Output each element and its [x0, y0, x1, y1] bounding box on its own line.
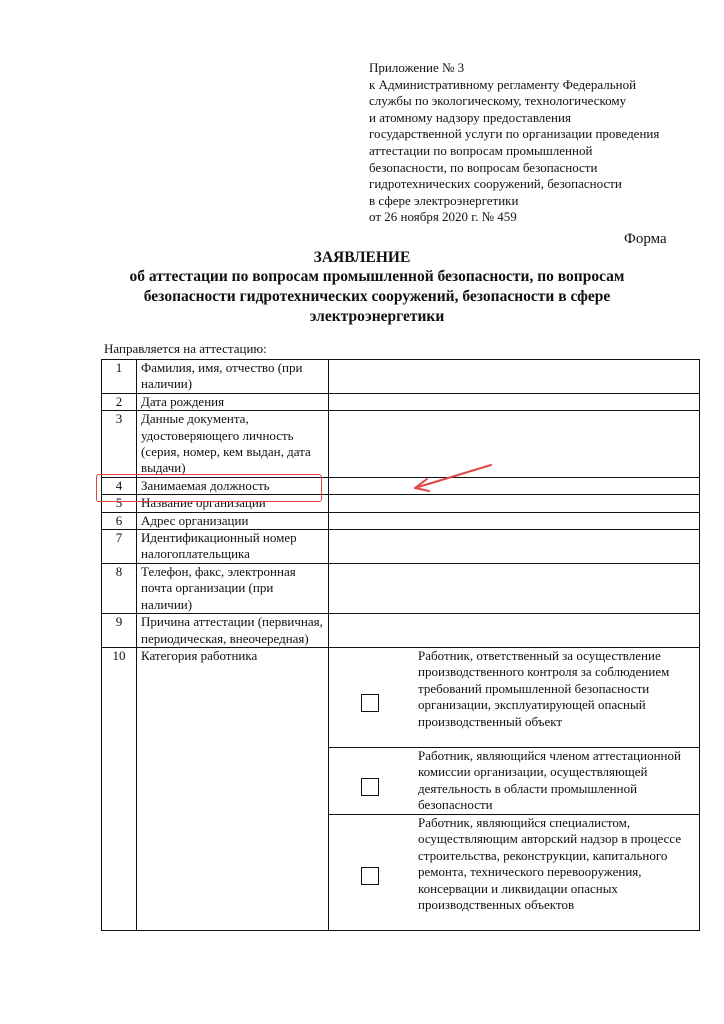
row-label: Дата рождения	[137, 393, 329, 410]
row-label: Идентификационный номер налогоплательщика	[137, 530, 329, 564]
identity-document-field[interactable]	[329, 411, 700, 478]
checkbox-icon[interactable]	[361, 778, 379, 796]
appendix-line: и атомному надзору предоставления	[369, 109, 571, 125]
row-label: Причина аттестации (первичная, периодическая, внеочередная)	[137, 614, 329, 648]
intro-text: Направляется на аттестацию:	[104, 341, 267, 356]
appendix-line: к Административному регламенту Федеральной	[369, 76, 637, 92]
contacts-field[interactable]	[329, 563, 700, 613]
row-number: 8	[102, 563, 137, 613]
row-number: 1	[102, 360, 137, 394]
row-number: 2	[102, 393, 137, 410]
form-row-organization-address	[102, 512, 700, 529]
row-label: Фамилия, имя, отчество (при наличии)	[137, 360, 329, 394]
appendix-line: от 26 ноября 2020 г. № 459	[369, 209, 517, 225]
row-label: Категория работника	[137, 647, 329, 930]
appendix-line: безопасности, по вопросам безопасности	[369, 159, 598, 175]
subtitle-line: об аттестации по вопросам промышленной безопасности, по вопросам	[129, 268, 625, 285]
form-row-full-name	[102, 360, 700, 394]
worker-category-options	[329, 647, 700, 930]
row-label: Адрес организации	[137, 512, 329, 529]
checkbox-icon[interactable]	[361, 867, 379, 885]
category-option	[329, 815, 699, 930]
arrow-pointer-icon	[405, 462, 495, 498]
full-name-field[interactable]	[329, 360, 700, 394]
category-option	[329, 648, 699, 748]
attestation-reason-field[interactable]	[329, 614, 700, 648]
row-number: 5	[102, 495, 137, 512]
category-option-text: Работник, ответственный за осуществление производственного контроля за соблюдением требований промышленной безопасности организации, эксплуатирующей опасный производственный объект	[418, 647, 670, 729]
category-option-text: Работник, являющийся специалистом, осуществляющим авторский надзор в процессе строительства, реконструкции, капитального ремонта, технического перевооружения, консервации и ликвидации опасных производственных объектов	[418, 814, 682, 912]
row-number: 6	[102, 512, 137, 529]
form-label: Форма	[624, 231, 667, 247]
row-label: Данные документа, удостоверяющего личность (серия, номер, кем выдан, дата выдачи)	[137, 411, 329, 478]
highlight-annotation-box	[96, 474, 322, 502]
form-row-identity-document	[102, 411, 700, 478]
row-number: 3	[102, 411, 137, 478]
tax-id-field[interactable]	[329, 530, 700, 564]
subtitle-line: электроэнергетики	[309, 308, 445, 325]
checkbox-icon[interactable]	[361, 694, 379, 712]
appendix-header	[369, 60, 714, 226]
application-form-table	[101, 359, 700, 931]
document-subtitle	[80, 267, 674, 327]
appendix-line: гидротехнических сооружений, безопасности	[369, 176, 622, 192]
category-option-text: Работник, являющийся членом аттестационной комиссии организации, осуществляющей деятельность в области промышленной безопасности	[418, 747, 681, 813]
birth-date-field[interactable]	[329, 393, 700, 410]
row-label: Название организации	[137, 495, 329, 512]
row-number: 7	[102, 530, 137, 564]
form-row-attestation-reason	[102, 614, 700, 648]
document-title: ЗАЯВЛЕНИЕ	[313, 249, 411, 266]
appendix-line: государственной услуги по организации проведения	[369, 126, 660, 142]
category-option	[329, 748, 699, 815]
appendix-line: аттестации по вопросам промышленной	[369, 142, 593, 158]
appendix-line: в сфере электроэнергетики	[369, 192, 519, 208]
form-row-contacts	[102, 563, 700, 613]
position-field[interactable]	[329, 477, 700, 494]
row-number: 4	[102, 477, 137, 494]
row-number: 9	[102, 614, 137, 648]
appendix-line: Приложение № 3	[369, 60, 465, 75]
organization-address-field[interactable]	[329, 512, 700, 529]
row-label: Занимаемая должность	[137, 477, 329, 494]
row-label: Телефон, факс, электронная почта организации (при наличии)	[137, 563, 329, 613]
form-row-birth-date	[102, 393, 700, 410]
row-number: 10	[102, 647, 137, 930]
appendix-line: службы по экологическому, технологическому	[369, 93, 627, 109]
form-row-worker-category	[102, 647, 700, 930]
subtitle-line: безопасности гидротехнических сооружений, безопасности в сфере	[143, 288, 611, 305]
organization-name-field[interactable]	[329, 495, 700, 512]
form-row-tax-id	[102, 530, 700, 564]
